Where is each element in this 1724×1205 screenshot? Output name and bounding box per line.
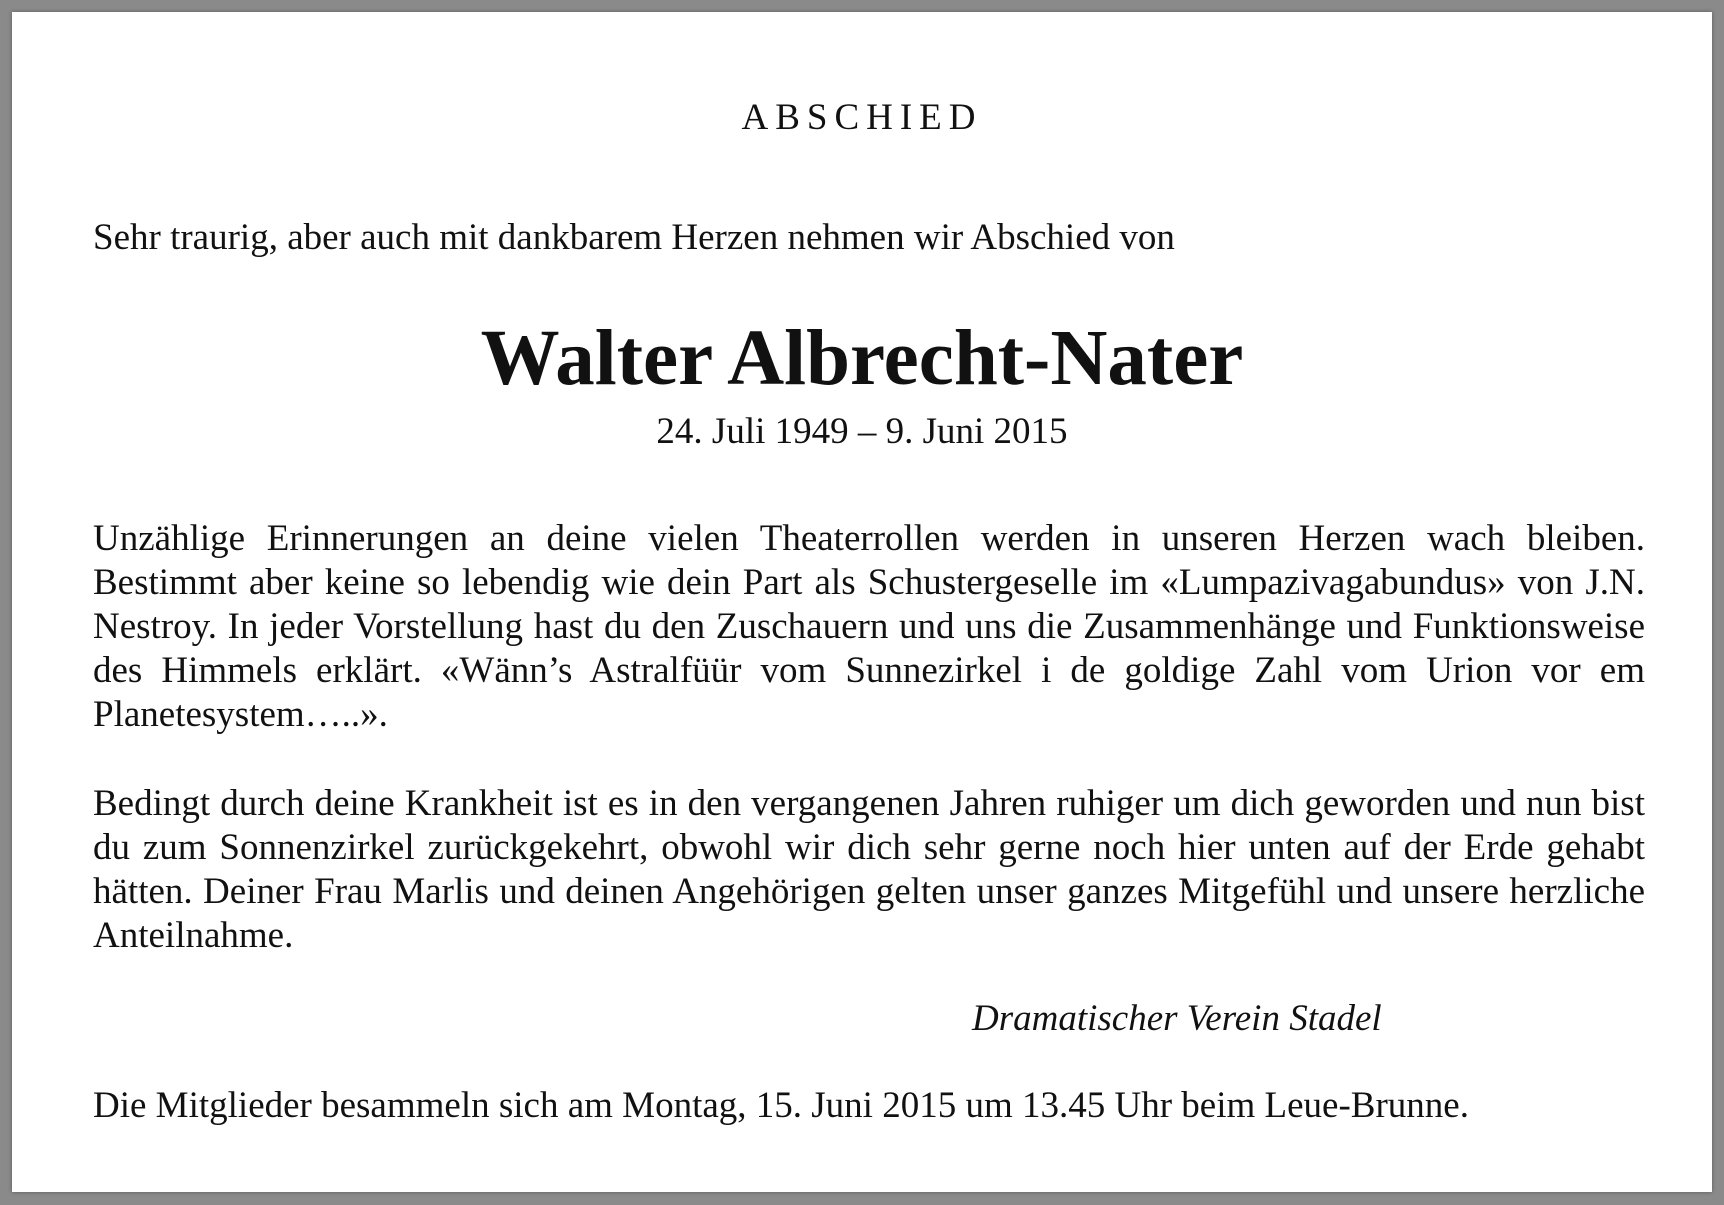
paragraph-condolence: Bedingt durch deine Krankheit ist es in den vergangenen Jahren ruhiger um dich geworden und nun bist du zum Sonnenzirkel zurückgekehrt, obwohl wir dich sehr gerne noch hier unten auf der Erde gehabt hätten. Deiner Frau Marlis und deinen Angehörigen gelten unser ganzes Mitgefühl und unsere herzliche Anteilnahme. [93,783,1645,956]
obituary-page [12,12,1712,1192]
signature: Dramatischer Verein Stadel [972,998,1382,1039]
intro-text: Sehr traurig, aber auch mit dankbarem Herzen nehmen wir Abschied von [93,217,1175,258]
life-dates: 24. Juli 1949 – 9. Juni 2015 [656,411,1068,452]
heading: ABSCHIED [741,97,983,138]
paragraph-memories: Unzählige Erinnerungen an deine vielen Theaterrollen werden in unseren Herzen wach bleiben. Bestimmt aber keine so lebendig wie dein Part als Schustergeselle im «Lumpazivagabundus» von J.N. Nestroy. In jeder Vorstellung hast du den Zuschauern und uns die Zusammenhänge und Funktionsweise des Himmels erklärt. «Wänn’s Astralfüür vom Sunnezirkel i de goldige Zahl vom Urion vor em Planetesystem…..». [93,518,1645,735]
meeting-notice: Die Mitglieder besammeln sich am Montag, 15. Juni 2015 um 13.45 Uhr beim Leue-Brunne. [93,1085,1469,1126]
deceased-name: Walter Albrecht-Nater [480,315,1244,402]
